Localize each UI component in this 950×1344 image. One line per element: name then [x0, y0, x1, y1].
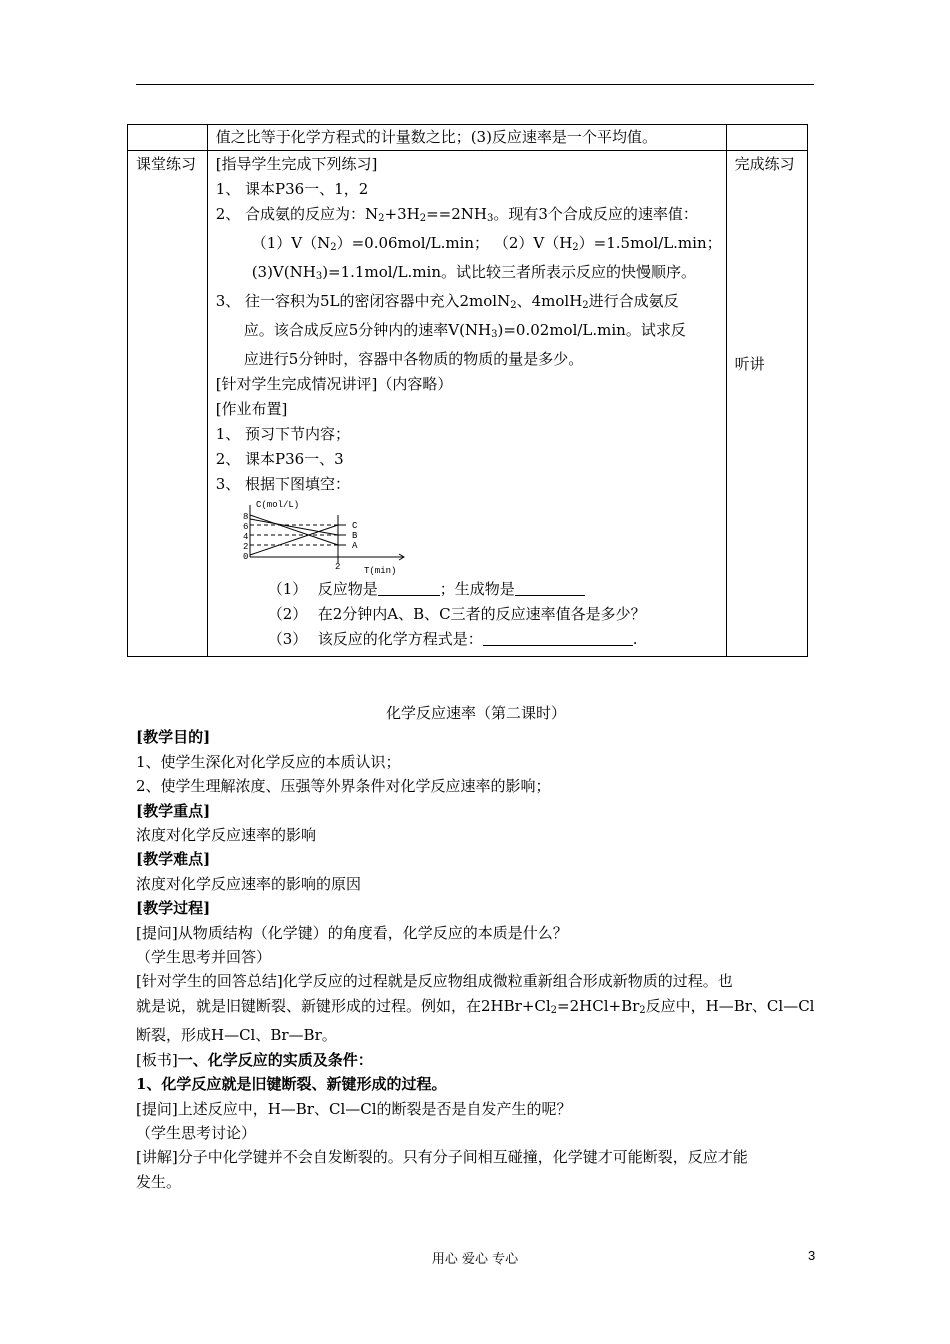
lesson-table: [127, 124, 808, 657]
activity-label: 完成练习: [734, 155, 795, 173]
series-label: A: [351, 541, 358, 551]
row-label: 课堂练习: [128, 151, 208, 657]
y-tick: 8: [242, 512, 249, 522]
homework-item: 3、 根据下图填空：: [215, 475, 350, 493]
curve-b: [250, 519, 338, 535]
paragraph: 1、化学反应就是旧键断裂、新键形成的过程。: [136, 1075, 447, 1094]
answer-blank: [515, 581, 585, 596]
homework-item: 2、 课本P36一、3: [215, 450, 344, 468]
exercise-item: 3、 往一容积为5L的密闭容器中充入2molN$_2$、4molH$_2$进行合成氨反: [215, 292, 679, 311]
table-row: [128, 151, 808, 657]
paragraph: 浓度对化学反应速率的影响的原因: [136, 874, 362, 893]
exercise-item: $(3)V(NH_3)=1.1mol/L.\min$。试比较三者所表示反应的快慢顺序。: [251, 263, 696, 282]
x-tick: 2: [334, 562, 341, 572]
homework-item: 1、 预习下节内容；: [215, 425, 350, 443]
exercise-item: 2、 合成氨的反应为：$N_2+3H_2==2NH_3$。现有3个合成反应的速率值：: [215, 205, 698, 224]
paragraph: [讲解]分子中化学键并不会自发断裂的。只有分子间相互碰撞，化学键才可能断裂，反应才能: [136, 1148, 748, 1167]
y-tick: 4: [242, 532, 249, 542]
header-rule: [136, 84, 814, 85]
paragraph: （学生思考讨论）: [136, 1123, 257, 1142]
paragraph: 浓度对化学反应速率的影响: [136, 826, 317, 845]
table-row: [128, 125, 808, 151]
paragraph: 就是说，就是旧键断裂、新键形成的过程。例如，在$2HBr+Cl_2=2HCl+Br_2$反应中，H—Br、Cl—Cl: [136, 996, 815, 1016]
paragraph: 发生。: [136, 1172, 182, 1191]
exercise-content: [207, 151, 726, 657]
answer-blank: [378, 581, 440, 596]
section-title: 化学反应速率（第二课时）: [385, 704, 566, 722]
x-axis-label: T(min): [363, 566, 397, 576]
table-cell: [128, 125, 208, 151]
y-axis-label: C(mol/L): [255, 500, 299, 510]
y-tick: 0: [242, 552, 249, 562]
page-footer: 用心 爱心 专心: [431, 1252, 519, 1267]
exercise-item: 1、 课本P36一、1，2: [215, 180, 369, 198]
series-label: C: [351, 521, 358, 531]
question-3: （3） 该反应的化学方程式是： .: [267, 630, 638, 648]
activity-cell: [726, 151, 807, 657]
y-tick: 6: [242, 522, 249, 532]
exercise-item: $(1)V(N_2)=0.06mol/L.\min$； $(2)V(H_2)=1.5mol/L.\min$；: [251, 234, 722, 253]
page-number: 3: [808, 1248, 816, 1263]
question-2: （2） 在2分钟内A、B、C三者的反应速率值各是多少？: [267, 605, 646, 623]
review-note: [针对学生完成情况讲评]（内容略）: [215, 375, 453, 393]
section-heading: [教学过程]: [136, 899, 211, 918]
paragraph: [板书]一、化学反应的实质及条件：: [136, 1050, 373, 1069]
exercise-item: 应进行5分钟时，容器中各物质的物质的量是多少。: [243, 350, 584, 368]
section-heading: [教学目的]: [136, 728, 211, 747]
paragraph: （学生思考并回答）: [136, 948, 272, 967]
paragraph: [提问]上述反应中，H—Br、Cl—Cl的断裂是否是自发产生的呢？: [136, 1099, 572, 1118]
answer-blank: [483, 631, 633, 646]
section-heading: [教学重点]: [136, 801, 211, 820]
y-tick: 2: [242, 542, 249, 552]
exercise-item: 应。该合成反应5分钟内的速率$V(NH_3)=0.02mol/L.\min$。试求反: [243, 321, 686, 340]
table-cell: [726, 125, 807, 151]
paragraph: [提问]从物质结构（化学键）的角度看，化学反应的本质是什么？: [136, 923, 568, 942]
paragraph: 断裂，形成H—Cl、Br—Br。: [136, 1026, 337, 1045]
homework-heading: [作业布置]: [215, 400, 288, 418]
section-heading: [教学难点]: [136, 850, 211, 869]
paragraph: 1、使学生深化对化学反应的本质认识；: [136, 752, 401, 771]
text-line: 值之比等于化学方程式的计量数之比；(3)反应速率是一个平均值。: [215, 128, 657, 146]
concentration-time-graph: [228, 499, 428, 577]
activity-label: 听讲: [734, 355, 765, 373]
paragraph: 2、使学生理解浓度、压强等外界条件对化学反应速率的影响；: [136, 777, 551, 796]
paragraph: [针对学生的回答总结]化学反应的过程就是反应物组成微粒重新组合形成新物质的过程。也: [136, 972, 733, 991]
series-label: B: [351, 531, 358, 541]
guide-heading: [指导学生完成下列练习]: [215, 155, 378, 173]
question-1: （1） 反应物是 ；生成物是: [216, 577, 722, 602]
table-cell: [207, 125, 726, 151]
lesson-plan-body: [136, 701, 816, 1194]
